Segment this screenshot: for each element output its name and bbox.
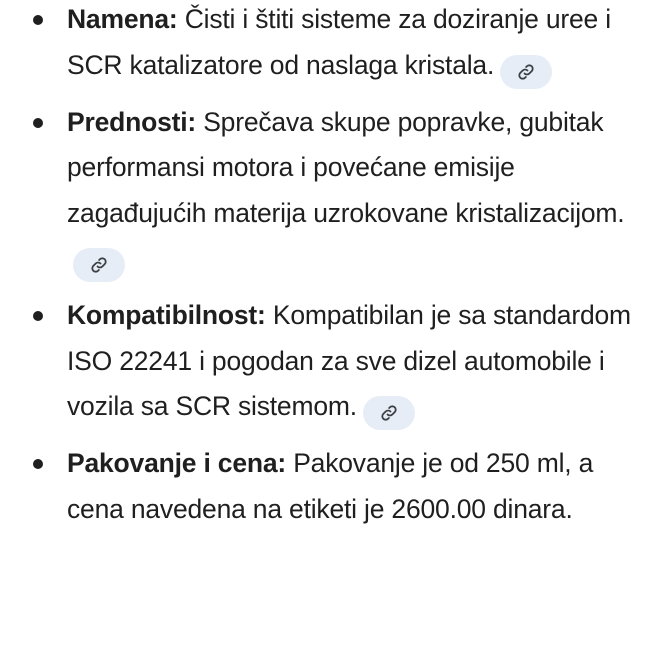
list-item-namena [0,0,660,89]
item-term: Namena: [67,4,178,34]
item-text: Kompatibilan je sa standardom ISO 22241 i pogodan za sve dizel automobile i vozila sa SCR sistemom. [67,300,631,421]
source-link-chip[interactable] [500,55,552,89]
item-term: Kompatibilnost: [67,300,266,330]
list-item-prednosti [0,100,660,283]
source-link-chip[interactable] [73,248,125,282]
link-icon [517,63,535,81]
item-text: Sprečava skupe popravke, gubitak performansi motora i povećane emisije zagađujućih materija uzrokovane kristalizacijom. [67,106,625,228]
list-item-kompatibilnost [0,293,660,430]
link-icon [380,404,398,422]
item-text: Čisti i štiti sisteme za doziranje uree i SCR katalizatore od naslaga kristala. [67,4,611,80]
item-term: Pakovanje i cena: [67,448,287,478]
link-icon [90,256,108,274]
source-link-chip[interactable] [363,396,415,430]
item-term: Prednosti: [67,106,197,137]
item-text: Pakovanje je od 250 ml, a cena navedena na etiketi je 2600.00 dinara. [67,448,594,524]
list-item-pakovanje [0,441,660,532]
